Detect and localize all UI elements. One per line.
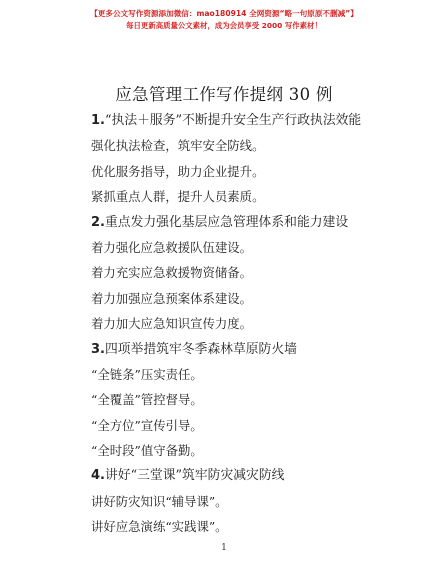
section-heading-3 (91, 337, 431, 362)
section-heading-text: 讲好“三堂课”筑牢防灾减灾防线 (104, 468, 285, 484)
outline-item: 讲好防灾知识“辅导课”。 (91, 493, 228, 509)
section-heading-4 (91, 463, 431, 488)
section-number: 3. (91, 341, 105, 357)
section-heading-text: 四项举措筑牢冬季森林草原防火墙 (104, 341, 297, 357)
section-number: 2. (91, 214, 105, 230)
promo-banner-line-1: 【更多公文写作资源添加微信：mao180914 全网资源“略一句原原不删减”】 (90, 9, 358, 18)
document-title: 应急管理工作写作提纲 30 例 (115, 85, 333, 104)
outline-item: 着力充实应急救援物资储备。 (91, 265, 253, 281)
document-body (91, 108, 431, 540)
section-number: 4. (91, 468, 105, 484)
outline-item: 强化执法检查，筑牢安全防线。 (91, 138, 265, 154)
outline-item: “全时段”值守备勤。 (91, 443, 203, 459)
section-heading-1 (91, 108, 431, 133)
outline-item: 讲好应急演练“实践课”。 (91, 519, 228, 535)
outline-item: 优化服务指导，助力企业提升。 (91, 163, 265, 179)
promo-banner-line-2: 每日更新高质量公文素材，成为会员享受 2000 写作素材！ (126, 21, 322, 30)
section-heading-text: 重点发力强化基层应急管理体系和能力建设 (104, 214, 349, 230)
outline-item: 着力强化应急救援队伍建设。 (91, 239, 253, 255)
promo-banner (0, 8, 448, 32)
outline-item: 着力加大应急知识宣传力度。 (91, 316, 253, 332)
outline-item: 紧抓重点人群，提升人员素质。 (91, 189, 265, 205)
outline-item: “全方位”宣传引导。 (91, 417, 203, 433)
section-number: 1. (91, 113, 105, 128)
outline-item: “全覆盖”管控督导。 (91, 392, 203, 408)
outline-item: 着力加强应急预案体系建设。 (91, 290, 253, 306)
section-heading-2 (91, 210, 431, 235)
outline-item: “全链条”压实责任。 (91, 366, 203, 382)
section-heading-text: “执法＋服务”不断提升安全生产行政执法效能 (104, 113, 362, 128)
page-number: 1 (221, 543, 227, 553)
